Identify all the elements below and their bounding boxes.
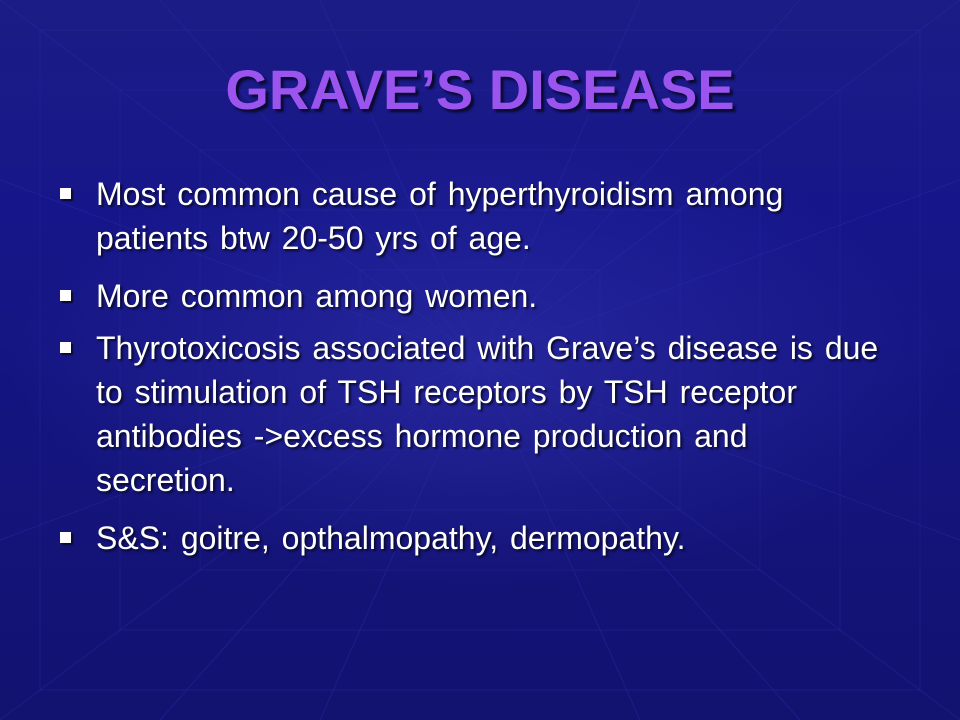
bullet-text: Thyrotoxicosis associated with Grave’s disease is due to stimulation of TSH receptors by TSH receptor antibodies ->excess hormone production and secretion. xyxy=(96,330,879,498)
square-bullet-icon xyxy=(60,188,71,199)
bullet-item xyxy=(56,172,886,260)
bullet-text: S&S: goitre, opthalmopathy, dermopathy. xyxy=(96,520,686,556)
bullet-text: More common among women. xyxy=(96,278,538,314)
bullet-item xyxy=(56,516,886,560)
bullet-item xyxy=(56,326,886,502)
bullet-item xyxy=(56,274,886,318)
square-bullet-icon xyxy=(60,532,71,543)
bullet-text: Most common cause of hyperthyroidism among patients btw 20-50 yrs of age. xyxy=(96,176,784,256)
slide-title: GRAVE’S DISEASE xyxy=(225,58,735,121)
square-bullet-icon xyxy=(60,290,71,301)
bullet-list xyxy=(56,172,886,574)
square-bullet-icon xyxy=(60,342,71,353)
